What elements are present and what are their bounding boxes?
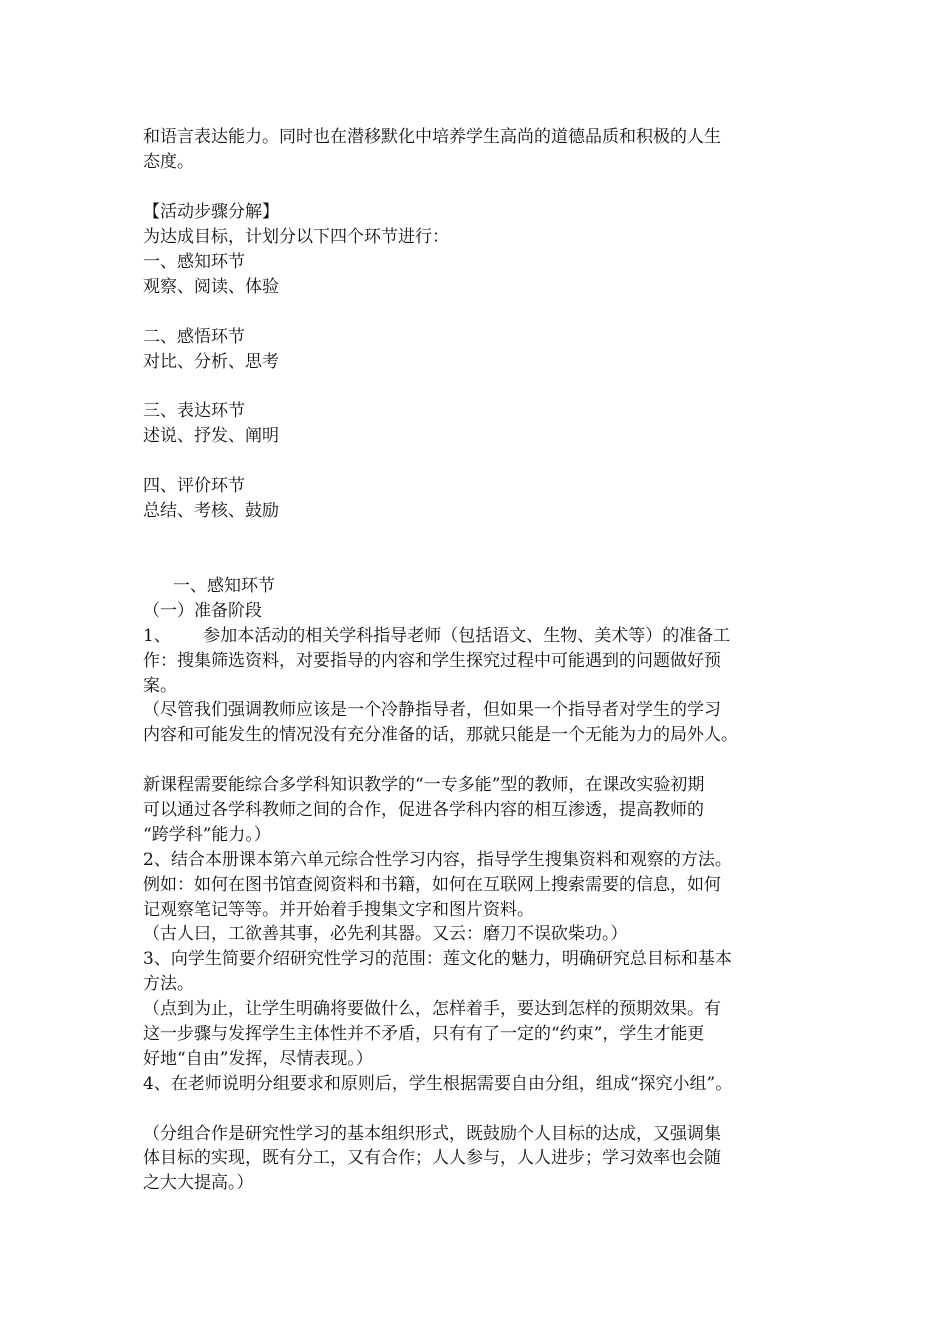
note-line: （分组合作是研究性学习的基本组织形式，既鼓励个人目标的达成，又强调集 [143, 1124, 721, 1144]
stage-heading: （一）准备阶段 [143, 601, 262, 621]
note-line: （古人曰，工欲善其事，必先利其器。又云：磨刀不误砍柴功。） [143, 924, 628, 944]
step-desc: 总结、考核、鼓励 [143, 501, 279, 521]
paragraph-line: 3、向学生简要介绍研究性学习的范围：莲文化的魅力，明确研究总目标和基本 [143, 949, 732, 969]
note-line: 可以通过各学科教师之间的合作，促进各学科内容的相互渗透，提高教师的 [143, 800, 704, 820]
note-line: 之大大提高。） [143, 1173, 254, 1193]
note-line: 这一步骤与发挥学生主体性并不矛盾，只有有了一定的“约束”，学生才能更 [143, 1024, 705, 1044]
steps-heading: 【活动步骤分解】 [143, 202, 279, 222]
note-line: （点到为止，让学生明确将要做什么，怎样着手，要达到怎样的预期效果。有 [143, 999, 721, 1019]
note-line: （尽管我们强调教师应该是一个冷静指导者，但如果一个指导者对学生的学习 [143, 700, 721, 720]
intro-line: 态度。 [143, 152, 194, 172]
intro-line: 和语言表达能力。同时也在潜移默化中培养学生高尚的道德品质和积极的人生 [143, 127, 721, 147]
steps-lead: 为达成目标，计划分以下四个环节进行： [143, 227, 449, 247]
step-title: 一、感知环节 [143, 252, 245, 272]
paragraph-line: 例如：如何在图书馆查阅资料和书籍，如何在互联网上搜索需要的信息，如何 [143, 875, 721, 895]
note-line: 好地“自由”发挥，尽情表现。） [143, 1049, 373, 1069]
paragraph-line: 4、在老师说明分组要求和原则后，学生根据需要自由分组，组成“探究小组”。 [143, 1074, 733, 1094]
step-desc: 述说、抒发、阐明 [143, 426, 279, 446]
note-line: 内容和可能发生的情况没有充分准备的话，那就只能是一个无能为力的局外人。 [143, 725, 738, 745]
step-desc: 观察、阅读、体验 [143, 277, 279, 297]
paragraph-line: 2、结合本册课本第六单元综合性学习内容，指导学生搜集资料和观察的方法。 [143, 850, 732, 870]
paragraph-line: 案。 [143, 676, 177, 696]
section-title: 一、感知环节 [173, 576, 275, 596]
paragraph-line: 1、 参加本活动的相关学科指导老师（包括语文、生物、美术等）的准备工 [143, 626, 731, 646]
paragraph-line: 记观察笔记等等。并开始着手搜集文字和图片资料。 [143, 900, 534, 920]
paragraph-line: 作：搜集筛选资料，对要指导的内容和学生探究过程中可能遇到的问题做好预 [143, 651, 721, 671]
paragraph-line: 方法。 [143, 974, 194, 994]
step-title: 二、感悟环节 [143, 327, 245, 347]
step-title: 三、表达环节 [143, 401, 245, 421]
step-title: 四、评价环节 [143, 476, 245, 496]
note-line: “跨学科”能力。） [143, 825, 271, 845]
note-line: 新课程需要能综合多学科知识教学的“一专多能”型的教师，在课改实验初期 [143, 775, 705, 795]
note-line: 体目标的实现，既有分工，又有合作；人人参与，人人进步；学习效率也会随 [143, 1148, 721, 1168]
step-desc: 对比、分析、思考 [143, 352, 279, 372]
